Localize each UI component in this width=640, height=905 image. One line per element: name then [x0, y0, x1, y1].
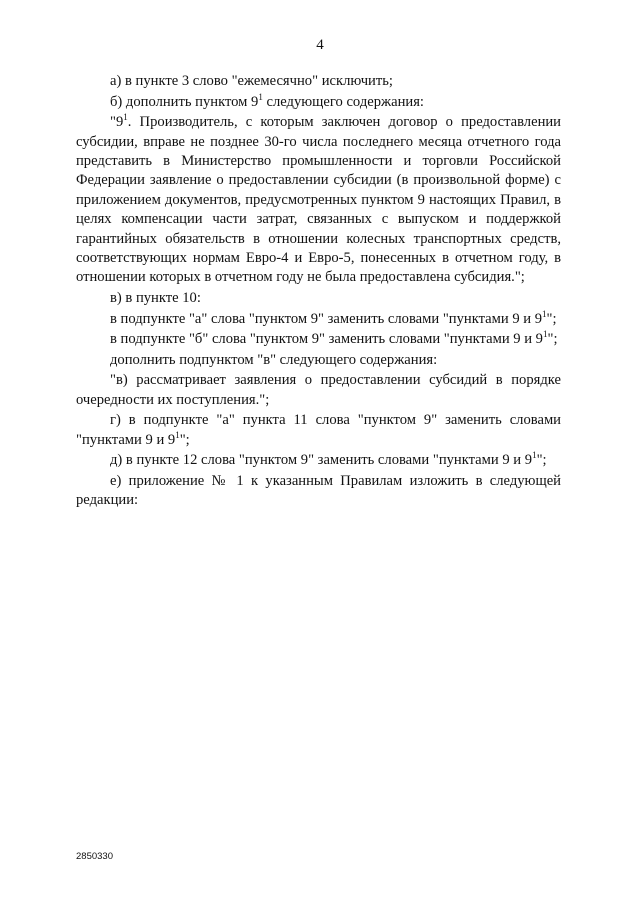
superscript: 1 — [258, 91, 263, 102]
paragraph-text: е) приложение № 1 к указанным Правилам изложить в следующей редакции: — [76, 473, 561, 509]
paragraph-g — [76, 411, 561, 450]
paragraph-v-subpoint-a — [76, 310, 561, 329]
paragraph-text: б) дополнить пунктом 9 — [110, 93, 259, 110]
paragraph-text: дополнить подпунктом "в" следующего содержания: — [110, 351, 438, 368]
document-body — [76, 72, 561, 512]
paragraph-text: в подпункте "а" слова "пунктом 9" заменить словами "пунктами 9 и 9 — [110, 310, 543, 327]
paragraph-text: а) в пункте 3 слово "ежемесячно" исключить; — [110, 73, 393, 89]
paragraph-d — [76, 451, 561, 470]
paragraph-text: г) в подпункте "а" пункта 11 слова "пунктом 9" заменить словами "пунктами 9 и 9 — [76, 412, 561, 448]
document-code: 2850330 — [76, 851, 113, 862]
superscript: 1 — [532, 450, 537, 461]
paragraph-text: "; — [536, 452, 547, 469]
paragraph-text: "в) рассматривает заявления о предоставлении субсидий в порядке очередности их поступления."; — [76, 372, 561, 408]
paragraph-text: "; — [546, 310, 557, 327]
paragraph-text: д) в пункте 12 слова "пунктом 9" заменить словами "пунктами 9 и 9 — [110, 452, 533, 469]
paragraph-text: "; — [179, 431, 190, 448]
paragraph-text: следующего содержания: — [262, 93, 424, 110]
paragraph-v-subpoint-v — [76, 371, 561, 410]
paragraph-v-add — [76, 351, 561, 370]
paragraph-text: . Производитель, с которым заключен договор о предоставлении субсидии, вправе не позднее 30-го числа последнего месяца отчетного года представить в Министерство промышленности и торговли Российской Федерации заявление о предоставлении субсидии (в произвольной форме) с приложением документов, предусмотренных пунктом 9 настоящих Правил, в целях компенсации части затрат, связанных с выпуском и поддержкой гарантийных обязательств в отношении колесных транспортных средств, соответствующих нормам Евро-4 и Евро-5, понесенных в отчетном году, в отношении которых в отчетном году не была предоставлена субсидия."; — [76, 114, 561, 286]
paragraph-text: в подпункте "б" слова "пунктом 9" заменить словами "пунктами 9 и 9 — [110, 331, 543, 348]
page-number: 4 — [316, 37, 324, 53]
paragraph-text: "; — [547, 331, 558, 348]
paragraph-a — [76, 72, 561, 91]
paragraph-text: в) в пункте 10: — [110, 290, 201, 307]
paragraph-text: "9 — [110, 114, 124, 131]
superscript: 1 — [542, 308, 547, 319]
paragraph-b — [76, 93, 561, 112]
superscript: 1 — [175, 429, 180, 440]
paragraph-v — [76, 289, 561, 308]
paragraph-clause-9-1 — [76, 113, 561, 288]
superscript: 1 — [542, 329, 548, 340]
paragraph-e — [76, 472, 561, 511]
superscript: 1 — [123, 112, 128, 123]
paragraph-v-subpoint-b — [76, 330, 561, 349]
